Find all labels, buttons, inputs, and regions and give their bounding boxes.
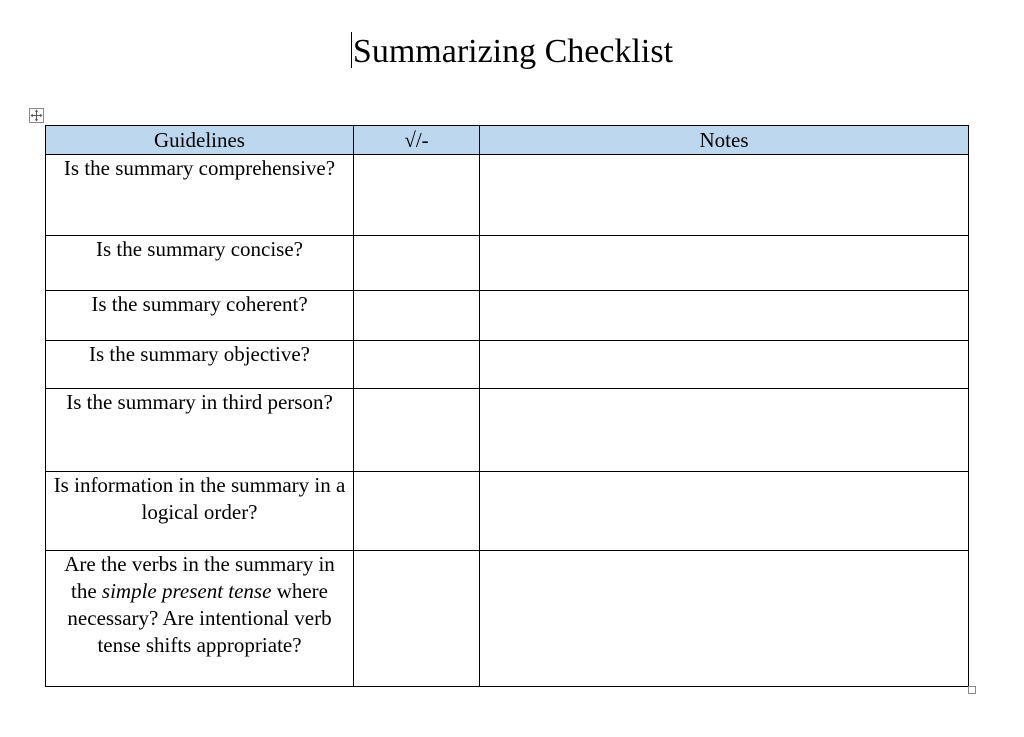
guideline-text: Is information in the summary in a logical order? bbox=[53, 473, 346, 524]
notes-cell[interactable] bbox=[480, 236, 969, 291]
guideline-text bbox=[52, 551, 347, 659]
guideline-text-part: Are the verbs in the summary in the bbox=[64, 552, 335, 603]
check-cell[interactable] bbox=[354, 472, 480, 551]
table-row bbox=[46, 551, 969, 687]
guideline-text: Is the summary coherent? bbox=[91, 292, 308, 316]
table-row bbox=[46, 155, 969, 236]
check-cell[interactable] bbox=[354, 551, 480, 687]
guideline-text: Is the summary comprehensive? bbox=[63, 156, 336, 180]
check-cell[interactable] bbox=[354, 341, 480, 389]
notes-cell[interactable] bbox=[480, 341, 969, 389]
table-row bbox=[46, 236, 969, 291]
notes-cell[interactable] bbox=[480, 551, 969, 687]
notes-cell[interactable] bbox=[480, 155, 969, 236]
header-guidelines[interactable]: Guidelines bbox=[46, 126, 354, 155]
guideline-text: Is the summary in third person? bbox=[66, 390, 333, 414]
guideline-text: Is the summary objective? bbox=[88, 342, 310, 366]
guideline-cell[interactable] bbox=[46, 551, 354, 687]
notes-cell[interactable] bbox=[480, 291, 969, 341]
header-check[interactable]: √/- bbox=[354, 126, 480, 155]
guideline-cell[interactable] bbox=[46, 472, 354, 551]
guideline-cell[interactable] bbox=[46, 236, 354, 291]
document-title-text: Summarizing Checklist bbox=[352, 33, 674, 70]
notes-cell[interactable] bbox=[480, 389, 969, 472]
guideline-cell[interactable] bbox=[46, 341, 354, 389]
table-header-row bbox=[46, 126, 969, 155]
notes-cell[interactable] bbox=[480, 472, 969, 551]
checklist-table bbox=[45, 125, 969, 687]
document-title[interactable] bbox=[0, 30, 1024, 74]
table-row bbox=[46, 291, 969, 341]
guideline-cell[interactable] bbox=[46, 389, 354, 472]
table-resize-handle[interactable] bbox=[968, 686, 976, 694]
text-cursor bbox=[351, 32, 352, 68]
guideline-text: Is the summary concise? bbox=[95, 237, 304, 261]
table-row bbox=[46, 341, 969, 389]
table-move-handle-icon[interactable] bbox=[29, 108, 44, 123]
guideline-cell[interactable] bbox=[46, 291, 354, 341]
check-cell[interactable] bbox=[354, 389, 480, 472]
table-row bbox=[46, 472, 969, 551]
check-cell[interactable] bbox=[354, 155, 480, 236]
header-notes[interactable]: Notes bbox=[480, 126, 969, 155]
check-cell[interactable] bbox=[354, 236, 480, 291]
check-cell[interactable] bbox=[354, 291, 480, 341]
table-row bbox=[46, 389, 969, 472]
guideline-text-part: where necessary? Are intentional verb tense shifts appropriate? bbox=[67, 579, 332, 657]
guideline-text-italic: simple present tense bbox=[101, 579, 272, 603]
guideline-cell[interactable] bbox=[46, 155, 354, 236]
